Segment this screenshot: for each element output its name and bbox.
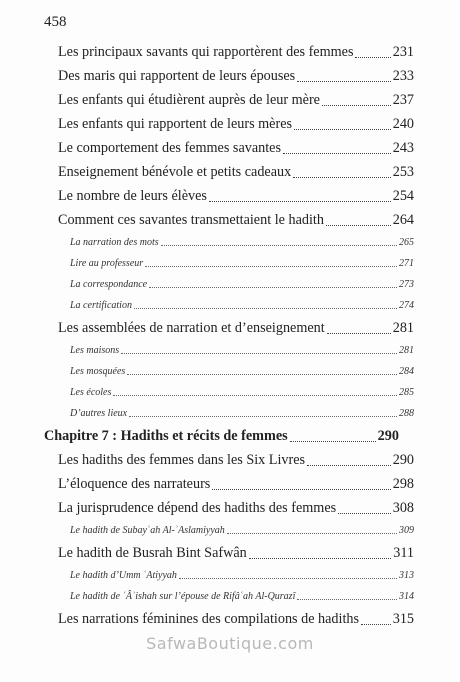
toc-entry-page: 253: [392, 164, 414, 180]
toc-entry-page: 265: [399, 237, 414, 248]
toc-entry-title: Comment ces savantes transmettaient le hadith: [58, 212, 324, 228]
dot-leader: [209, 201, 391, 202]
toc-entry: [44, 541, 414, 565]
dot-leader: [361, 624, 391, 625]
dot-leader: [113, 395, 397, 396]
toc-entry-page: 243: [392, 140, 414, 156]
dot-leader: [145, 266, 397, 267]
toc-entry-title: Le hadith de ʿÂʾishah sur l’épouse de Rifâʿah Al-Qurazî: [70, 591, 296, 602]
toc-entry-page: 281: [399, 345, 414, 356]
toc-subentry: [44, 565, 414, 586]
toc-entry-page: 285: [399, 387, 414, 398]
table-of-contents: [44, 40, 414, 631]
dot-leader: [161, 245, 397, 246]
toc-subentry: [44, 274, 414, 295]
toc-entry-page: 273: [399, 279, 414, 290]
toc-entry-title: Les assemblées de narration et d’enseignement: [58, 320, 325, 336]
toc-entry-title: Le comportement des femmes savantes: [58, 140, 281, 156]
toc-subentry: [44, 232, 414, 253]
dot-leader: [327, 333, 391, 334]
toc-entry: [44, 208, 414, 232]
toc-entry-page: 231: [392, 44, 414, 60]
toc-entry-page: 254: [392, 188, 414, 204]
toc-subentry: [44, 253, 414, 274]
dot-leader: [338, 513, 391, 514]
dot-leader: [355, 57, 390, 58]
toc-entry-title: D’autres lieux: [70, 408, 128, 419]
toc-entry: [44, 136, 414, 160]
toc-chapter-heading: [44, 424, 414, 448]
toc-entry-page: 315: [392, 611, 414, 627]
dot-leader: [290, 441, 376, 442]
toc-entry-title: Le hadith d’Umm ʿAtiyyah: [70, 570, 177, 581]
toc-entry-title: Les enfants qui étudièrent auprès de leur mère: [58, 92, 320, 108]
toc-entry-title: La certification: [70, 300, 132, 311]
toc-entry: [44, 160, 414, 184]
dot-leader: [227, 533, 397, 534]
toc-entry-title: Le hadith de Subayʿah Al-ʾAslamiyyah: [70, 525, 225, 536]
toc-entry-page: 311: [393, 545, 414, 561]
toc-entry: [44, 112, 414, 136]
toc-entry-page: 274: [399, 300, 414, 311]
toc-subentry: [44, 586, 414, 607]
dot-leader: [293, 177, 391, 178]
toc-entry-title: La jurisprudence dépend des hadiths des femmes: [58, 500, 337, 516]
toc-subentry: [44, 361, 414, 382]
page-number: 458: [44, 14, 67, 30]
toc-subentry: [44, 295, 414, 316]
toc-entry-title: Les mosquées: [70, 366, 126, 377]
toc-subentry: [44, 382, 414, 403]
toc-entry-title: Les narrations féminines des compilations de hadiths: [58, 611, 360, 627]
watermark-text: SafwaBoutique.com: [146, 634, 314, 653]
dot-leader: [129, 416, 397, 417]
dot-leader: [127, 374, 397, 375]
toc-entry: [44, 607, 414, 631]
dot-leader: [297, 81, 391, 82]
dot-leader: [297, 599, 397, 600]
dot-leader: [212, 489, 390, 490]
toc-subentry: [44, 520, 414, 541]
dot-leader: [283, 153, 391, 154]
toc-entry-title: Les hadiths des femmes dans les Six Livres: [58, 452, 306, 468]
dot-leader: [294, 129, 391, 130]
toc-entry-title: Les principaux savants qui rapportèrent des femmes: [58, 44, 354, 60]
toc-entry-page: 313: [399, 570, 414, 581]
toc-entry-page: 233: [392, 68, 414, 84]
toc-entry-page: 290: [377, 428, 399, 444]
toc-entry-page: 284: [399, 366, 414, 377]
toc-entry: [44, 496, 414, 520]
toc-entry-title: Le nombre de leurs élèves: [58, 188, 207, 204]
toc-entry: [44, 184, 414, 208]
toc-subentry: [44, 403, 414, 424]
toc-entry: [44, 448, 414, 472]
dot-leader: [322, 105, 391, 106]
toc-entry-title: La narration des mots: [70, 237, 159, 248]
toc-entry: [44, 316, 414, 340]
dot-leader: [249, 558, 392, 559]
dot-leader: [121, 353, 397, 354]
toc-entry-title: Enseignement bénévole et petits cadeaux: [58, 164, 292, 180]
toc-entry-title: L’éloquence des narrateurs: [58, 476, 211, 492]
toc-entry-page: 271: [399, 258, 414, 269]
toc-entry-page: 314: [399, 591, 414, 602]
toc-entry-page: 298: [392, 476, 414, 492]
toc-entry-page: 240: [392, 116, 414, 132]
toc-subentry: [44, 340, 414, 361]
toc-entry-title: Le hadith de Busrah Bint Safwân: [58, 545, 247, 561]
toc-entry: [44, 472, 414, 496]
dot-leader: [179, 578, 397, 579]
dot-leader: [149, 287, 397, 288]
toc-entry-page: 281: [392, 320, 414, 336]
dot-leader: [326, 225, 391, 226]
toc-entry: [44, 88, 414, 112]
dot-leader: [134, 308, 397, 309]
toc-entry: [44, 40, 414, 64]
toc-entry-page: 309: [399, 525, 414, 536]
toc-entry-page: 288: [399, 408, 414, 419]
toc-entry-title: La correspondance: [70, 279, 148, 290]
toc-entry-page: 237: [392, 92, 414, 108]
toc-entry-title: Les maisons: [70, 345, 120, 356]
toc-entry: [44, 64, 414, 88]
toc-entry-title: Lire au professeur: [70, 258, 144, 269]
toc-entry-page: 264: [392, 212, 414, 228]
toc-entry-title: Les enfants qui rapportent de leurs mères: [58, 116, 293, 132]
toc-entry-page: 308: [392, 500, 414, 516]
toc-entry-title: Chapitre 7 : Hadiths et récits de femmes: [44, 428, 288, 444]
toc-entry-page: 290: [392, 452, 414, 468]
toc-entry-title: Des maris qui rapportent de leurs épouses: [58, 68, 296, 84]
toc-entry-title: Les écoles: [70, 387, 112, 398]
dot-leader: [307, 465, 391, 466]
